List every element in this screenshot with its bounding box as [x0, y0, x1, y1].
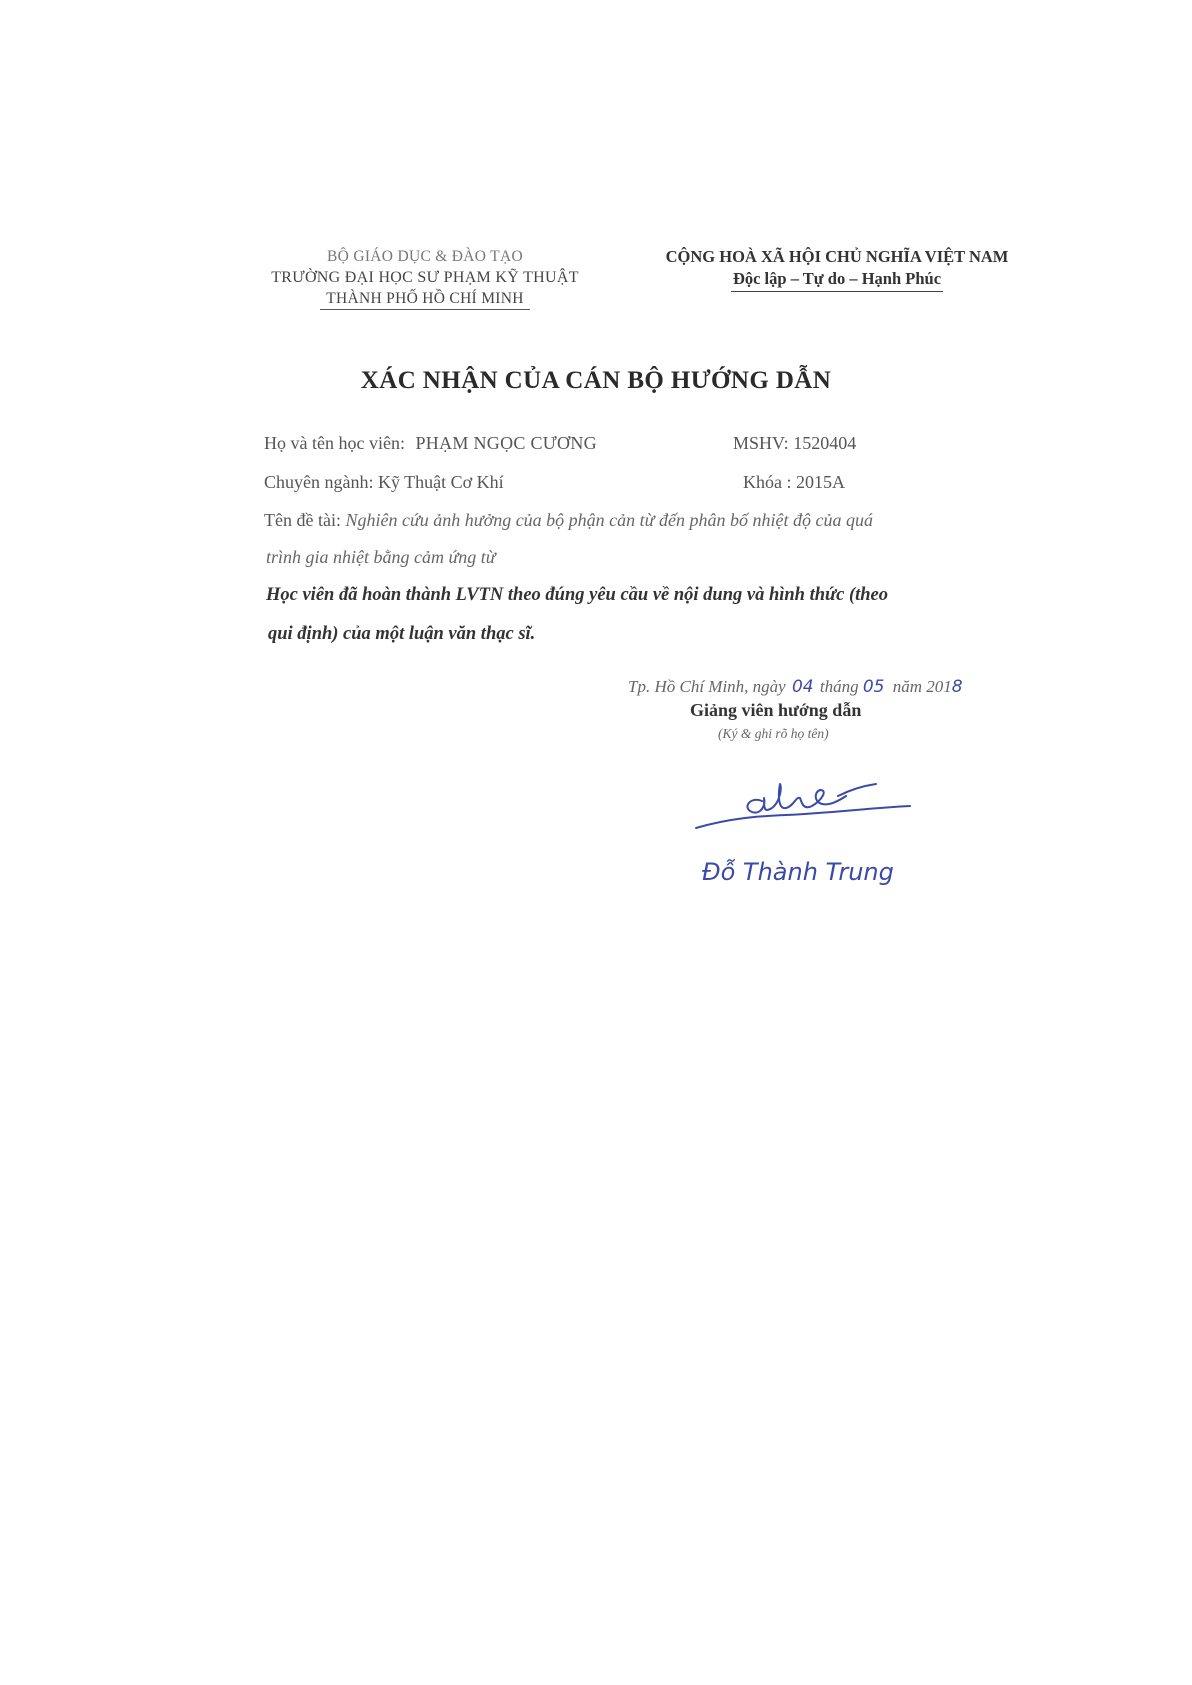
- ministry-name: BỘ GIÁO DỤC & ĐÀO TẠO: [327, 248, 523, 265]
- course-row: [743, 472, 845, 493]
- thesis-topic-label: Tên đề tài:: [264, 510, 341, 530]
- university-name: TRƯỜNG ĐẠI HỌC SƯ PHẠM KỸ THUẬT: [271, 269, 579, 286]
- date-line: [628, 677, 963, 697]
- handwritten-name: Đỗ Thành Trung: [702, 858, 894, 886]
- student-id: 1520404: [793, 433, 857, 453]
- major-row: [264, 472, 504, 493]
- signature-instruction: (Ký & ghi rõ họ tên): [718, 726, 829, 741]
- thesis-topic-line1: Nghiên cứu ảnh hưởng của bộ phận cản từ đến phân bố nhiệt độ của quá: [345, 510, 873, 530]
- student-name-row: [264, 433, 597, 454]
- thesis-topic-line2: trình gia nhiệt bằng cảm ứng từ: [266, 547, 496, 567]
- student-id-row: [733, 433, 856, 454]
- course-label: Khóa: [743, 472, 782, 492]
- date-day: 04: [791, 677, 814, 697]
- confirmation-line2: qui định) của một luận văn thạc sĩ.: [268, 624, 536, 644]
- thesis-topic-row: [264, 510, 873, 531]
- date-month: 05: [862, 677, 885, 697]
- course-value: : 2015A: [786, 472, 845, 492]
- city-name: THÀNH PHỐ HỒ CHÍ MINH: [320, 288, 529, 310]
- country-name: CỘNG HOÀ XÃ HỘI CHỦ NGHĨA VIỆT NAM: [665, 247, 1009, 266]
- student-name-label: Họ và tên học viên:: [264, 433, 405, 453]
- major-value: Kỹ Thuật Cơ Khí: [378, 472, 504, 492]
- date-place: Tp. Hồ Chí Minh, ngày: [628, 677, 786, 696]
- header-right: [654, 246, 1020, 292]
- student-name: PHẠM NGỌC CƯƠNG: [415, 433, 597, 453]
- date-year-digit: 8: [951, 677, 963, 697]
- page-title: XÁC NHẬN CỦA CÁN BỘ HƯỚNG DẪN: [360, 367, 832, 394]
- major-label: Chuyên ngành:: [264, 472, 374, 492]
- supervisor-role: Giảng viên hướng dẫn: [690, 700, 862, 720]
- student-id-label: MSHV:: [733, 433, 789, 453]
- date-year-label: năm 201: [892, 677, 952, 696]
- header-left: [255, 246, 595, 310]
- confirmation-line1: Học viên đã hoàn thành LVTN theo đúng yêu cầu về nội dung và hình thức (theo: [266, 585, 888, 605]
- national-motto: Độc lập – Tự do – Hạnh Phúc: [731, 268, 943, 292]
- date-month-label: tháng: [819, 677, 859, 696]
- signature-mark: [690, 768, 920, 898]
